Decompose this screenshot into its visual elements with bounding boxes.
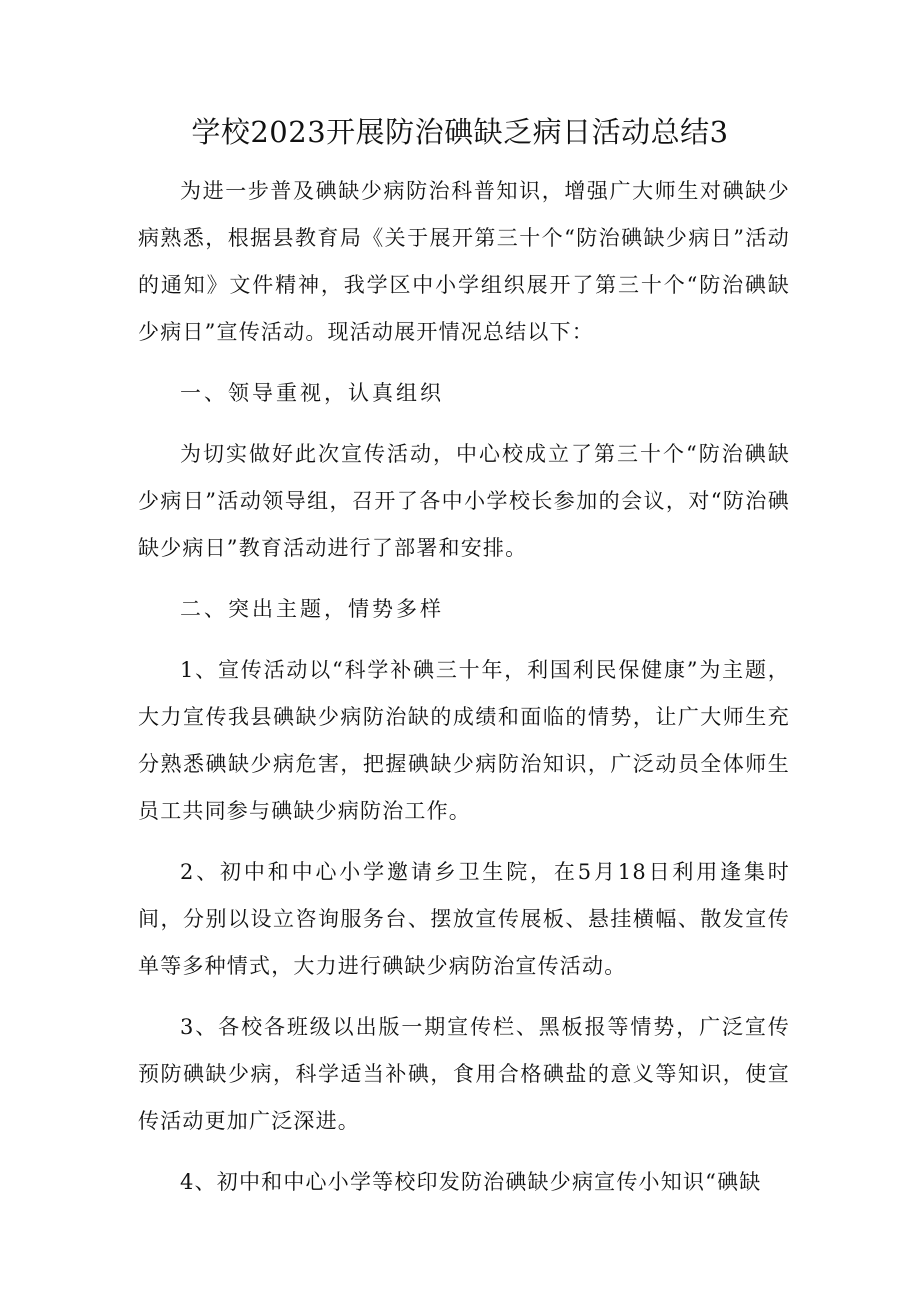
item-2-paragraph: 2、初中和中心小学邀请乡卫生院，在5月18日利用逢集时间，分别以设立咨询服务台、摆放宣传展板、悬挂横幅、散发宣传单等多种情式，大力进行碘缺少病防治宣传活动。 (138, 860, 790, 978)
section-heading-1: 一、领导重视，认真组织 (180, 381, 444, 405)
item-3-paragraph: 3、各校各班级以出版一期宣传栏、黑板报等情势，广泛宣传预防碘缺少病，科学适当补碘，食用合格碘盐的意义等知识，使宣传活动更加广泛深进。 (138, 1015, 790, 1133)
document-title: 学校2023开展防治碘缺乏病日活动总结3 (191, 115, 729, 149)
document-body (138, 168, 790, 1214)
section-1-paragraph: 为切实做好此次宣传活动，中心校成立了第三十个“防治碘缺少病日”活动领导组，召开了各中小学校长参加的会议，对“防治碘缺少病日”教育活动进行了部署和安排。 (138, 442, 790, 560)
item-4-paragraph: 4、初中和中心小学等校印发防治碘缺少病宣传小知识“碘缺 (180, 1170, 762, 1194)
section-heading-2: 二、突出主题，情势多样 (180, 597, 444, 621)
intro-paragraph: 为进一步普及碘缺少病防治科普知识，增强广大师生对碘缺少病熟悉，根据县教育局《关于展开第三十个“防治碘缺少病日”活动的通知》文件精神，我学区中小学组织展开了第三十个“防治碘缺少病日”宣传活动。现活动展开情况总结以下： (138, 179, 790, 344)
item-1-paragraph: 1、宣传活动以“科学补碘三十年，利国利民保健康”为主题，大力宣传我县碘缺少病防治缺的成绩和面临的情势，让广大师生充分熟悉碘缺少病危害，把握碘缺少病防治知识，广泛动员全体师生员工共同参与碘缺少病防治工作。 (138, 658, 790, 823)
